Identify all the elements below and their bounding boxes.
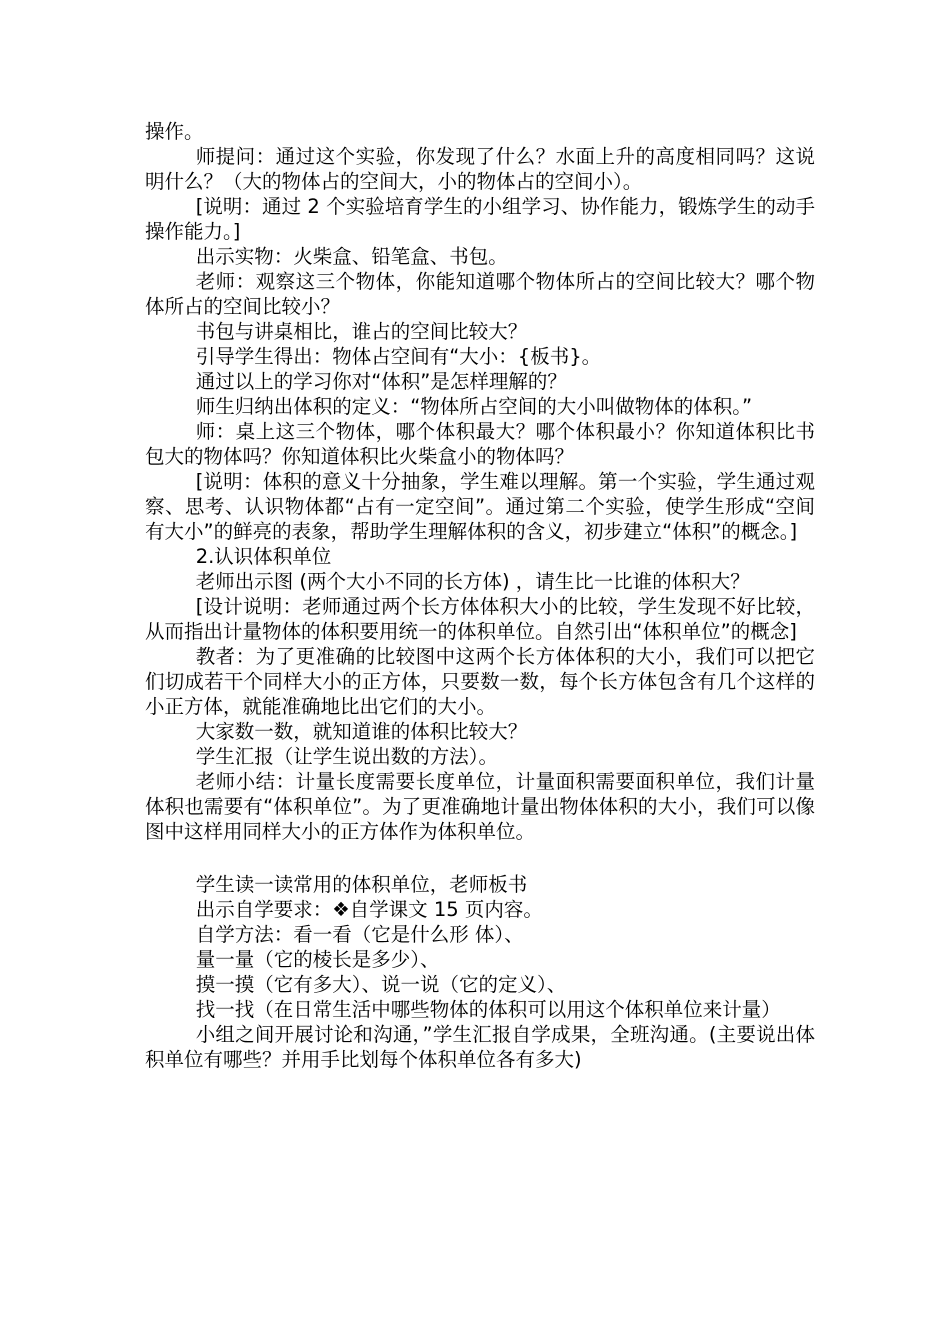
- paragraph-7: 引导学生得出：物体占空间有“大小：{板书}。: [195, 345, 602, 368]
- paragraph-3: [说明：通过 2 个实验培育学生的小组学习、协作能力，锻炼学生的动手操作能力。]: [145, 195, 815, 243]
- paragraph-25: 小组之间开展讨论和沟通，”学生汇报自学成果，全班沟通。(主要说出体积单位有哪些？并用手比划每个体积单位各有多大): [145, 1023, 815, 1071]
- paragraph-8: 通过以上的学习你对“体积”是怎样理解的？: [195, 370, 567, 393]
- paragraph-17: 学生汇报（让学生说出数的方法）。: [195, 745, 498, 768]
- paragraph-14: [设计说明：老师通过两个长方体体积大小的比较，学生发现不好比较，从而指出计量物体的体积要用统一的体积单位。自然引出“体积单位”的概念]: [145, 595, 815, 643]
- section-heading: 2.认识体积单位: [195, 545, 332, 568]
- paragraph-24: 找一找（在日常生活中哪些物体的体积可以用这个体积单位来计量）: [195, 998, 781, 1021]
- document-body: [145, 119, 815, 1072]
- paragraph-5: 老师：观察这三个物体，你能知道哪个物体所占的空间比较大？哪个物体所占的空间比较小？: [145, 270, 815, 318]
- paragraph-13: 老师出示图 (两个大小不同的长方体) ，请生比一比谁的体积大？: [195, 570, 750, 593]
- paragraph-19: 学生读一读常用的体积单位，老师板书: [195, 873, 528, 896]
- paragraph-20: 出示自学要求：❖自学课文 15 页内容。: [195, 898, 543, 921]
- paragraph-22: 量一量（它的棱长是多少）、: [195, 948, 440, 971]
- paragraph-18: 老师小结：计量长度需要长度单位，计量面积需要面积单位，我们计量体积也需要有“体积单位”。为了更准确地计量出物体体积的大小，我们可以像图中这样用同样大小的正方体作为体积单位。: [145, 770, 815, 843]
- paragraph-21: 自学方法：看一看（它是什么形 体）、: [195, 923, 524, 946]
- paragraph-6: 书包与讲桌相比，谁占的空间比较大？: [195, 320, 528, 343]
- paragraph-23: 摸一摸（它有多大）、说一说（它的定义）、: [195, 973, 567, 996]
- paragraph-1: 操作。: [145, 120, 204, 143]
- paragraph-10: 师：桌上这三个物体，哪个体积最大？哪个体积最小？你知道体积比书包大的物体吗？你知道体积比火柴盒小的物体吗？: [145, 420, 815, 468]
- paragraph-15: 教者：为了更准确的比较图中这两个长方体体积的大小，我们可以把它们切成若干个同样大小的正方体，只要数一数，每个长方体包含有几个这样的小正方体，就能准确地比出它们的大小。: [145, 645, 815, 718]
- paragraph-11: [说明：体积的意义十分抽象，学生难以理解。第一个实验，学生通过观察、思考、认识物体都“占有一定空间”。通过第二个实验，使学生形成“空间有大小”的鲜亮的表象，帮助学生理解体积的含义，初步建立“体积”的概念。]: [145, 470, 815, 543]
- paragraph-16: 大家数一数，就知道谁的体积比较大？: [195, 720, 528, 743]
- paragraph-gap: [145, 844, 815, 872]
- paragraph-9: 师生归纳出体积的定义：“物体所占空间的大小叫做物体的体积。”: [195, 395, 753, 418]
- paragraph-4: 出示实物：火柴盒、铅笔盒、书包。: [195, 245, 508, 268]
- paragraph-2: 师提问：通过这个实验，你发现了什么？水面上升的高度相同吗？这说明什么？（大的物体占的空间大，小的物体占的空间小）。: [145, 145, 815, 193]
